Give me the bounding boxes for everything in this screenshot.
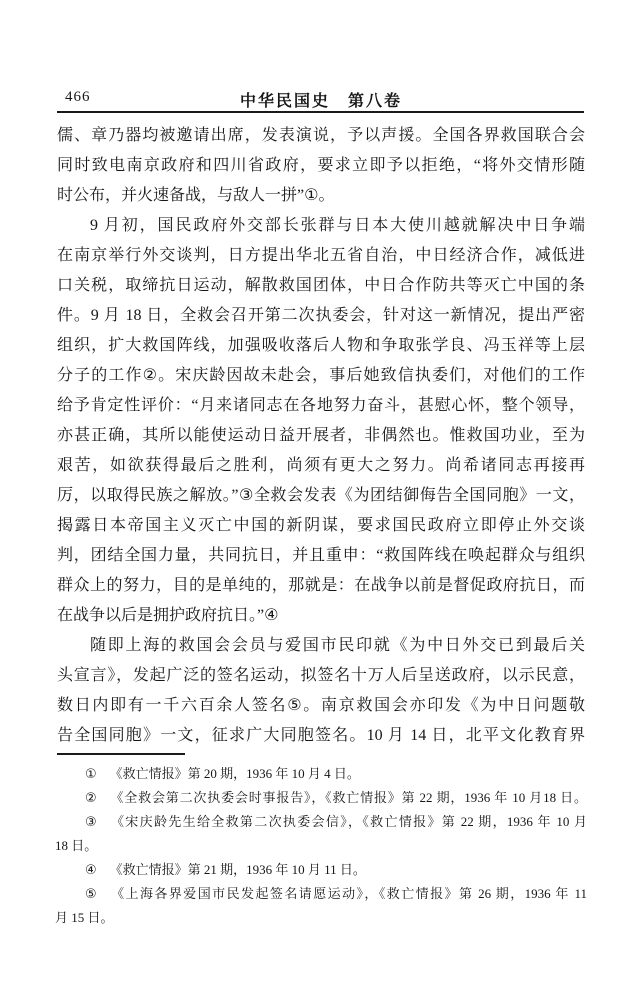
footnote-line: 月 15 日。: [55, 910, 114, 925]
text-line: 群众上的努力，目的是单纯的，那就是：在战争以前是督促政府抗日，而: [57, 577, 585, 594]
footnote-5: [55, 882, 587, 930]
footnote-line: [55, 882, 587, 906]
header-rule: [57, 111, 584, 113]
text-line: 口关税，取缔抗日运动，解散救国团体，中日合作防共等灭亡中国的条: [57, 277, 585, 294]
text-line: 判，团结全国力量，共同抗日，并且重申：“救国阵线在唤起群众与组织: [57, 547, 585, 564]
footnote-text: 《救亡情报》第 21 期，1936 年 10 月 11 日。: [109, 862, 366, 877]
text-line: 头宣言》，发起广泛的签名运动，拟签名十万人后呈送政府，以示民意，: [57, 667, 585, 684]
text-line: 儒、章乃器均被邀请出席，发表演说，予以声援。全国各界救国联合会: [57, 127, 585, 144]
footnote-line: [55, 762, 587, 786]
text-line: 分子的工作②。宋庆龄因故未赴会，事后她致信执委们，对他们的工作: [57, 367, 585, 384]
text-line: 随即上海的救国会会员与爱国市民印就《为中日外交已到最后关: [90, 637, 585, 654]
text-line: 组织，扩大救国阵线，加强吸收落后人物和争取张学良、冯玉祥等上层: [57, 337, 585, 354]
text-line: 告全国同胞》一文，征求广大同胞签名。10 月 14 日，北平文化教育界: [57, 727, 585, 744]
text-line: 揭露日本帝国主义灭亡中国的新阴谋，要求国民政府立即停止外交谈: [57, 517, 585, 534]
footnote-2: [55, 786, 587, 810]
footnote-1: [55, 762, 587, 786]
text-line: 给予肯定性评价：“月来诸同志在各地努力奋斗，甚慰心怀，整个领导，: [57, 397, 585, 414]
text-line: 同时致电南京政府和四川省政府，要求立即予以拒绝，“将外交情形随: [57, 157, 585, 174]
footnote-marker: ⑤: [85, 886, 99, 901]
footnote-text: 《宋庆龄先生给全救第二次执委会信》，《救亡情报》第 22 期，1936 年 10 月: [110, 814, 587, 829]
text-line: 件。9 月 18 日，全救会召开第二次执委会，针对这一新情况，提出严密: [57, 307, 585, 324]
text-line: 厉，以取得民族之解放。”③全救会发表《为团结御侮告全国同胞》一文，: [57, 487, 585, 504]
footnote-marker: ④: [85, 862, 97, 877]
footnote-3: [55, 810, 587, 858]
footnote-marker: ②: [85, 790, 98, 805]
footnote-marker: ③: [85, 814, 98, 829]
text-line: 9 月初，国民政府外交部长张群与日本大使川越就解决中日争端: [90, 217, 585, 234]
footnote-marker: ①: [85, 766, 97, 781]
text-line: 艰苦，如欲获得最后之胜利，尚须有更大之努力。尚希诸同志再接再: [57, 457, 585, 474]
footnotes-section: [55, 762, 587, 930]
footnote-text: 《救亡情报》第 20 期，1936 年 10 月 4 日。: [109, 766, 360, 781]
paragraph-2: [57, 211, 585, 631]
body-text: [57, 121, 585, 751]
page-number: 466: [65, 89, 91, 105]
footnote-line: [55, 810, 587, 834]
footnote-line: [55, 786, 587, 810]
text-line: 时公布，并火速备战，与敌人一拼”①。: [57, 187, 335, 204]
paragraph-3: [57, 631, 585, 751]
footnote-text: 《全救会第二次执委会时事报告》，《救亡情报》第 22 期，1936 年 10 月18 日。: [110, 790, 587, 805]
running-head-title: 中华民国史 第八卷: [239, 93, 402, 110]
footnote-text: 《上海各界爱国市民发起签名请愿运动》，《救亡情报》第 26 期，1936 年 11: [111, 886, 587, 901]
text-line: 在战争以后是拥护政府抗日。”④: [57, 607, 279, 624]
footnote-line: 18 日。: [55, 838, 98, 853]
footnote-line: [55, 858, 587, 882]
paragraph-1: [57, 121, 585, 211]
footnote-separator-rule: [57, 753, 185, 755]
page-header: [57, 88, 585, 108]
text-line: 在南京举行外交谈判，日方提出华北五省自治，中日经济合作，减低进: [57, 247, 585, 264]
text-line: 亦甚正确，其所以能使运动日益开展者，非偶然也。惟救国功业，至为: [57, 427, 585, 444]
footnote-4: [55, 858, 587, 882]
text-line: 数日内即有一千六百余人签名⑤。南京救国会亦印发《为中日问题敬: [57, 697, 585, 714]
